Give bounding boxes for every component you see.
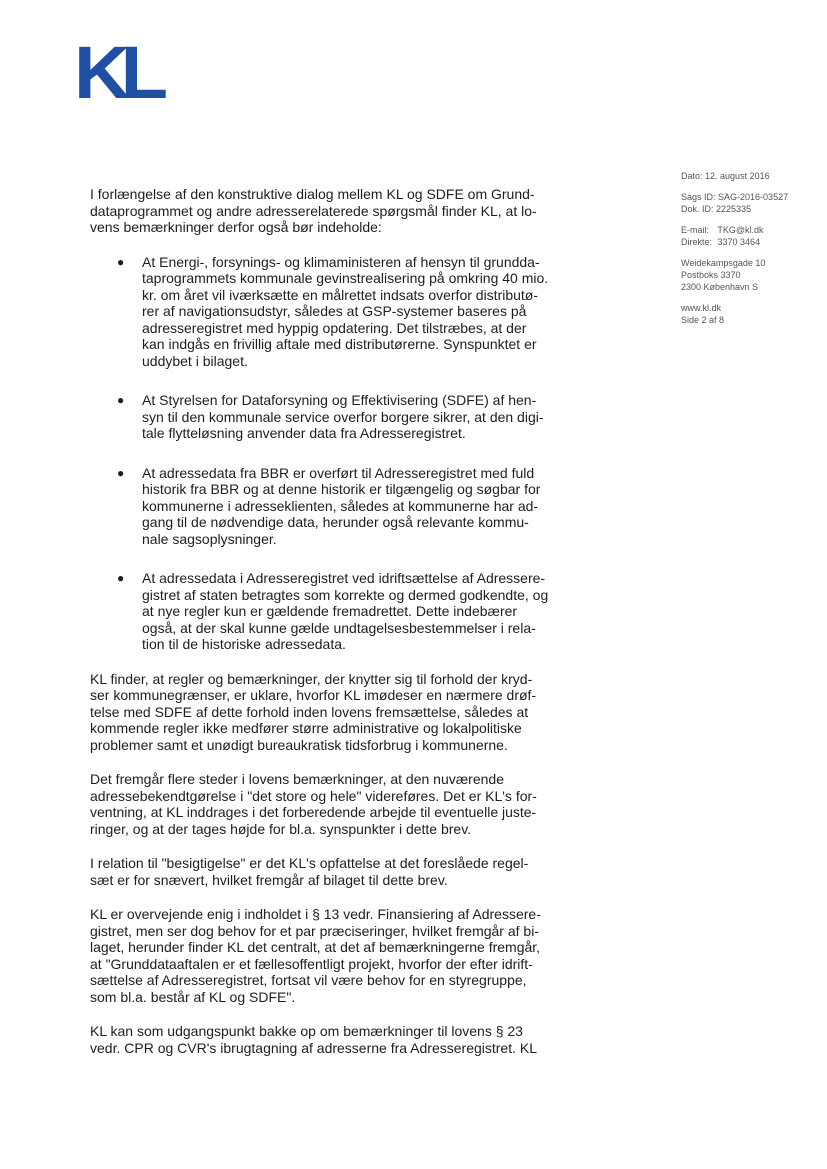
text-line: gistret af staten betragtes som korrekte og dermed godkendte, og — [142, 586, 549, 603]
text-line: ventning, at KL inddrages i det forberedende arbejde til eventuelle juste- — [90, 804, 537, 820]
body-paragraph — [90, 771, 560, 837]
text-line: kommunerne i adresseklienten, således at kommunerne har ad- — [142, 497, 539, 514]
text-line: nale sagsoplysninger. — [142, 530, 277, 547]
kl-logo — [74, 31, 174, 114]
phone-line — [681, 236, 821, 248]
case-block — [681, 191, 821, 215]
address-line: Weidekampsgade 10 — [681, 258, 766, 268]
email-value[interactable]: TKG@kl.dk — [717, 225, 764, 235]
address-line: 2300 København S — [681, 282, 759, 292]
body-paragraph — [90, 671, 560, 754]
text-line: laget, herunder finder KL det centralt, at det af bemærkningerne fremgår, — [90, 939, 541, 955]
letter-body — [90, 186, 560, 1074]
body-paragraph — [90, 1023, 560, 1056]
date-value: 12. august 2016 — [705, 171, 770, 181]
text-line: vens bemærkninger derfor også bør indeholde: — [90, 219, 382, 235]
text-line: KL kan som udgangspunkt bakke op om bemærkninger til lovens § 23 — [90, 1023, 523, 1039]
bullet-item — [90, 392, 560, 442]
address-line: Postboks 3370 — [681, 270, 741, 280]
text-line: At Energi-, forsynings- og klimaministeren af hensyn til grundda- — [142, 253, 540, 270]
text-line: tale flytteløsning anvender data fra Adresseregistret. — [142, 425, 466, 441]
doc-id-value: 2225335 — [716, 204, 752, 214]
case-id-value: SAG-2016-03527 — [718, 192, 789, 202]
email-label: E-mail: — [681, 225, 710, 235]
intro-paragraph — [90, 186, 560, 236]
text-line: at "Grunddataaftalen er et fællesoffentligt projekt, hvorfor der efter idrift- — [90, 955, 533, 972]
doc-id-label: Dok. ID: — [681, 204, 714, 214]
bullet-icon: ● — [117, 465, 125, 480]
case-id-line — [681, 191, 821, 203]
text-line: KL er overvejende enig i indholdet i § 13 vedr. Finansiering af Adressere- — [90, 906, 541, 922]
text-line: syn til den kommunale service overfor borgere sikrer, at den digi- — [142, 408, 544, 425]
text-line: dataprogrammet og andre adresserelaterede spørgsmål finder KL, at lo- — [90, 202, 537, 219]
address-block — [681, 257, 821, 293]
text-line: ser kommunegrænser, er uklare, hvorfor KL imødeser en nærmere drøf- — [90, 687, 537, 703]
text-line: sæt er for snævert, hvilket fremgår af bilaget til dette brev. — [90, 871, 448, 888]
web-block — [681, 302, 821, 326]
contact-block — [681, 224, 821, 248]
text-line: kan indgås en frivillig aftale med distributørerne. Synspunktet er — [142, 336, 537, 352]
page-number: Side 2 af 8 — [681, 315, 725, 325]
text-line: Det fremgår flere steder i lovens bemærkninger, at den nuværende — [90, 771, 504, 787]
text-line: adressebekendtgørelse i "det store og hele" videreføres. Det er KL's for- — [90, 787, 537, 804]
doc-id-line — [681, 203, 821, 215]
text-line: taprogrammets kommunale gevinstrealisering på omkring 40 mio. — [142, 270, 549, 286]
text-line: At Styrelsen for Dataforsyning og Effektivisering (SDFE) af hen- — [142, 392, 537, 408]
date-block — [681, 170, 821, 182]
date-line — [681, 170, 821, 182]
bullet-list — [90, 254, 560, 653]
text-line: adresseregistret med hyppig opdatering. Det tilstræbes, at der — [142, 319, 527, 336]
body-paragraph — [90, 855, 560, 888]
text-line: KL finder, at regler og bemærkninger, der knytter sig til forhold der kryd- — [90, 670, 533, 687]
phone-label: Direkte: — [681, 237, 713, 247]
text-line: gang til de nødvendige data, herunder også relevante kommu- — [142, 514, 529, 530]
bullet-item — [90, 465, 560, 548]
text-line: historik fra BBR og at denne historik er tilgængelig og søgbar for — [142, 481, 541, 497]
text-line: vedr. CPR og CVR's ibrugtagning af adresserne fra Adresseregistret. KL — [90, 1039, 538, 1056]
text-line: at nye regler kun er gældende fremadrettet. Dette indebærer — [142, 603, 518, 619]
case-id-label: Sags ID: — [681, 192, 716, 202]
letter-metadata-sidebar — [681, 170, 821, 335]
text-line: At adressedata fra BBR er overført til Adresseregistret med fuld — [142, 464, 535, 481]
email-line — [681, 224, 821, 236]
phone-value: 3370 3464 — [717, 237, 761, 247]
text-line: problemer samt et unødigt bureaukratisk tidsforbrug i kommunerne. — [90, 736, 508, 753]
bullet-icon: ● — [117, 571, 125, 585]
text-line: kommende regler ikke medfører større administrative og lokalpolitiske — [90, 720, 522, 736]
text-line: kr. om året vil iværksætte en målrettet indsats overfor distributø- — [142, 286, 539, 303]
text-line: tion til de historiske adressedata. — [142, 636, 346, 652]
text-line: gistret, men ser dog behov for et par præciseringer, hvilket fremgår af bi- — [90, 922, 539, 939]
website-link[interactable]: www.kl.dk — [681, 303, 722, 313]
bullet-icon: ● — [117, 254, 125, 269]
text-line: også, at der skal kunne gælde undtagelsesbestemmelser i rela- — [142, 619, 536, 636]
text-line: sættelse af Adresseregistret, fortsat vil være behov for en styregruppe, — [90, 972, 527, 988]
text-line: At adressedata i Adresseregistret ved idriftsættelse af Adressere- — [142, 570, 546, 586]
text-line: rer af navigationsudstyr, således at GSP-systemer baseres på — [142, 303, 527, 319]
kl-logo-text: KL — [74, 31, 159, 114]
text-line: telse med SDFE af dette forhold inden lovens fremsættelse, således at — [90, 703, 529, 720]
text-line: I forlængelse af den konstruktive dialog mellem KL og SDFE om Grund- — [90, 186, 535, 202]
text-line: som bl.a. består af KL og SDFE". — [90, 988, 296, 1005]
bullet-icon: ● — [117, 393, 125, 407]
text-line: I relation til "besigtigelse" er det KL's opfattelse at det foreslåede regel- — [90, 855, 529, 871]
bullet-item — [90, 570, 560, 653]
date-label: Dato: — [681, 171, 703, 181]
text-line: uddybet i bilaget. — [142, 352, 248, 369]
body-paragraph — [90, 906, 560, 1005]
bullet-item — [90, 254, 560, 370]
text-line: ringer, og at der tages højde for bl.a. synspunkter i dette brev. — [90, 820, 472, 837]
